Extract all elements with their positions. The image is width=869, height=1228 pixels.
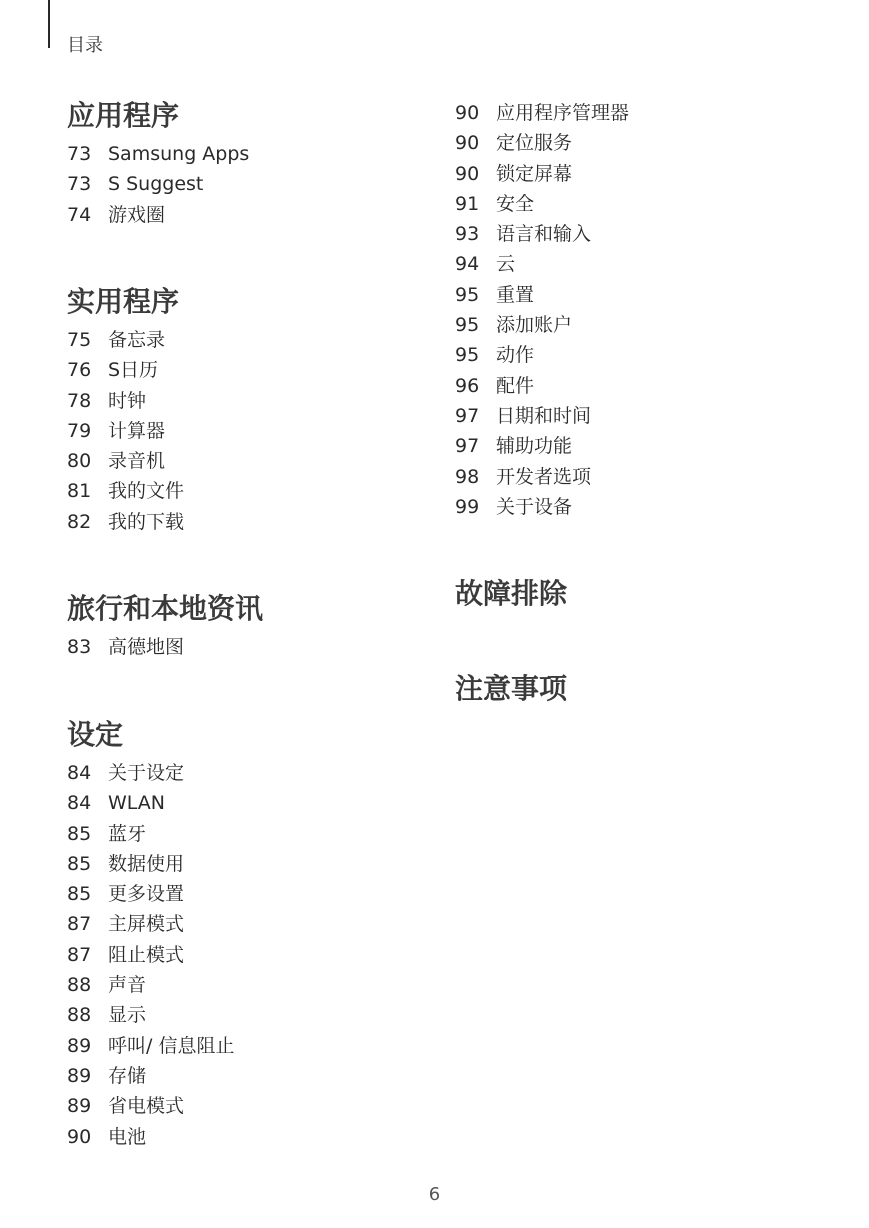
entry-page: 96 [455,374,480,397]
entry-page: 98 [455,465,480,488]
toc-entry[interactable] [67,970,234,1000]
section-heading: 设定 [67,718,124,751]
header-title: 目录 [67,35,103,56]
entry-page: 99 [455,495,480,518]
entry-label: S日历 [108,359,159,382]
toc-entry[interactable] [67,416,184,446]
entry-label: WLAN [108,792,166,815]
toc-entry[interactable] [455,249,629,279]
toc-entry[interactable] [455,98,629,128]
section-heading: 故障排除 [455,577,568,610]
entry-label: 高德地图 [108,636,185,658]
toc-entry[interactable] [67,1061,234,1091]
entry-page: 89 [67,1064,92,1087]
entry-page: 90 [455,132,480,155]
toc-entry[interactable] [455,462,629,492]
entry-label: Samsung Apps [108,143,250,165]
entry-label: 重置 [496,283,535,306]
entry-page: 83 [67,636,92,658]
toc-entry[interactable] [455,189,629,219]
entry-page: 97 [455,404,480,427]
toc-entry[interactable] [455,431,629,461]
toc-entry[interactable] [67,386,184,416]
section-troubleshooting[interactable] [455,576,567,617]
entry-page: 82 [67,510,92,533]
entry-page: 85 [67,883,92,906]
toc-entry[interactable] [67,849,234,879]
entry-label: 数据使用 [108,852,185,875]
section-heading: 注意事项 [455,672,568,705]
entry-label: 关于设备 [496,495,573,518]
toc-entry[interactable] [455,128,629,158]
entry-page: 93 [455,223,480,246]
entry-page: 95 [455,314,480,337]
toc-entry[interactable] [455,219,629,249]
toc-entry[interactable] [67,909,234,939]
entry-label: 开发者选项 [496,465,592,488]
entry-page: 79 [67,419,92,442]
entry-label: 电池 [108,1125,147,1148]
entry-page: 76 [67,359,92,382]
entry-label: 存储 [108,1064,147,1087]
toc-entry[interactable] [67,476,184,506]
entry-page: 85 [67,852,92,875]
toc-entry[interactable] [67,507,184,537]
entry-page: 94 [455,253,480,276]
entry-page: 95 [455,283,480,306]
entry-page: 87 [67,943,92,966]
entry-label: 游戏圈 [108,203,166,226]
toc-entry[interactable] [455,371,629,401]
entry-label: 省电模式 [108,1095,185,1118]
section-precautions[interactable] [455,671,567,712]
entry-label: 呼叫/ 信息阻止 [108,1034,235,1057]
entry-page: 85 [67,822,92,845]
entry-page: 84 [67,792,92,815]
entry-label: 关于设定 [108,762,185,784]
entry-page: 81 [67,480,92,503]
section-heading: 旅行和本地资讯 [67,592,264,625]
toc-entry[interactable] [67,879,234,909]
entry-label: 我的下载 [108,510,185,533]
header-rule [48,0,50,48]
entry-page: 73 [67,173,92,196]
entry-page: 95 [455,344,480,367]
section-utilities [67,284,184,537]
entry-page: 80 [67,450,92,473]
toc-entry[interactable] [67,1000,234,1030]
toc-entry[interactable] [455,401,629,431]
toc-entry[interactable] [455,159,629,189]
toc-entry[interactable] [67,355,184,385]
entry-page: 87 [67,913,92,936]
toc-entry[interactable] [455,340,629,370]
toc-entry[interactable] [67,139,249,169]
entry-page: 88 [67,974,92,997]
toc-entry[interactable] [67,819,234,849]
entry-label: 录音机 [108,450,166,473]
toc-entry[interactable] [67,1091,234,1121]
toc-entry[interactable] [67,169,249,199]
entry-label: 我的文件 [108,480,185,503]
toc-entry[interactable] [67,940,234,970]
entry-label: 配件 [496,374,535,397]
toc-entry[interactable] [67,1031,234,1061]
entry-page: 97 [455,435,480,458]
section-heading: 应用程序 [67,99,180,132]
toc-entry[interactable] [455,310,629,340]
entry-label: 蓝牙 [108,822,147,845]
entry-page: 75 [67,329,92,351]
entry-page: 90 [67,1125,92,1148]
entry-label: 时钟 [108,389,147,412]
entry-label: 主屏模式 [108,913,185,936]
entry-label: 锁定屏幕 [496,162,573,185]
entry-label: 辅助功能 [496,435,573,458]
entry-page: 89 [67,1095,92,1118]
section-travel [67,591,263,662]
entry-label: 显示 [108,1004,147,1027]
entry-page: 88 [67,1004,92,1027]
entry-page: 78 [67,389,92,412]
entry-label: 动作 [496,344,535,367]
entry-label: 阻止模式 [108,943,185,966]
section-settings [67,717,234,1152]
entry-page: 89 [67,1034,92,1057]
entry-label: S Suggest [108,173,204,196]
toc-entry[interactable] [67,325,184,355]
section-settings-continued [455,98,629,522]
section-heading: 实用程序 [67,285,180,318]
entry-label: 备忘录 [108,329,166,351]
page-number: 6 [428,1184,441,1205]
entry-page: 73 [67,143,92,165]
entry-page: 84 [67,762,92,784]
toc-entry[interactable] [67,446,184,476]
toc-entry[interactable] [67,788,234,818]
toc-entry[interactable] [67,200,249,230]
toc-entry[interactable] [67,632,263,662]
toc-entry[interactable] [67,758,234,788]
entry-label: 语言和输入 [496,223,592,246]
section-apps [67,98,249,230]
toc-entry[interactable] [455,280,629,310]
entry-label: 日期和时间 [496,404,592,427]
entry-label: 安全 [496,192,535,215]
toc-entry[interactable] [455,492,629,522]
entry-label: 更多设置 [108,883,185,906]
entry-page: 74 [67,203,92,226]
entry-page: 90 [455,162,480,185]
entry-label: 计算器 [108,419,166,442]
entry-page: 91 [455,192,480,215]
entry-label: 声音 [108,974,147,997]
toc-entry[interactable] [67,1122,234,1152]
entry-label: 添加账户 [496,314,573,337]
entry-label: 应用程序管理器 [496,102,630,124]
entry-page: 90 [455,102,480,124]
entry-label: 定位服务 [496,132,573,155]
entry-label: 云 [496,253,516,276]
